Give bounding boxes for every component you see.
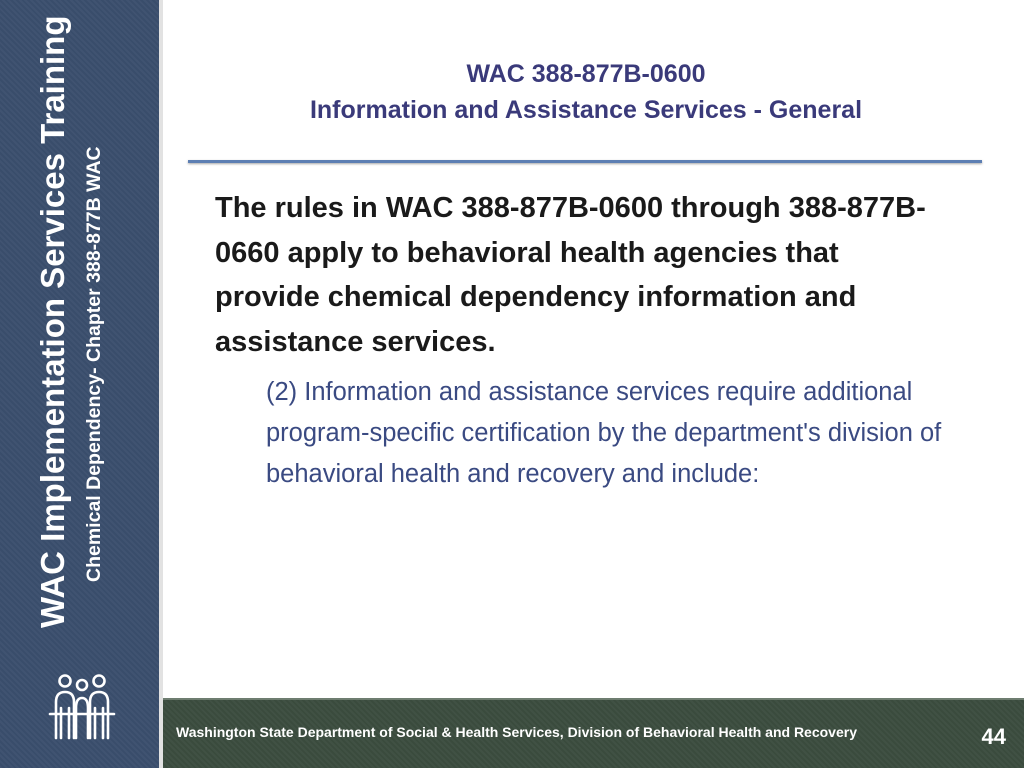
main-paragraph: The rules in WAC 388-877B-0600 through 388-877B-0660 apply to behavioral health agencies that provide chemical dependency information and assistance services. xyxy=(215,192,926,358)
footer-bar xyxy=(163,698,1024,768)
dshs-family-logo-icon xyxy=(48,672,116,742)
footer-organization: Washington State Department of Social & Health Services, Division of Behavioral Health and Recovery xyxy=(176,724,857,740)
slide-header xyxy=(188,56,984,128)
sidebar-title: WAC Implementation Services Training xyxy=(34,15,71,628)
sidebar xyxy=(0,0,163,768)
header-divider xyxy=(188,160,982,163)
slide-title: Information and Assistance Services - General xyxy=(309,96,863,124)
sidebar-vertical-text xyxy=(0,0,163,768)
sidebar-subtitle: Chemical Dependency- Chapter 388-877B WAC xyxy=(83,146,105,582)
sub-paragraph: (2) Information and assistance services require additional program-specific certification by the department's division of behavioral health and recovery and include: xyxy=(266,378,942,488)
page-number: 44 xyxy=(981,724,1006,749)
wac-code-title: WAC 388-877B-0600 xyxy=(466,60,706,88)
